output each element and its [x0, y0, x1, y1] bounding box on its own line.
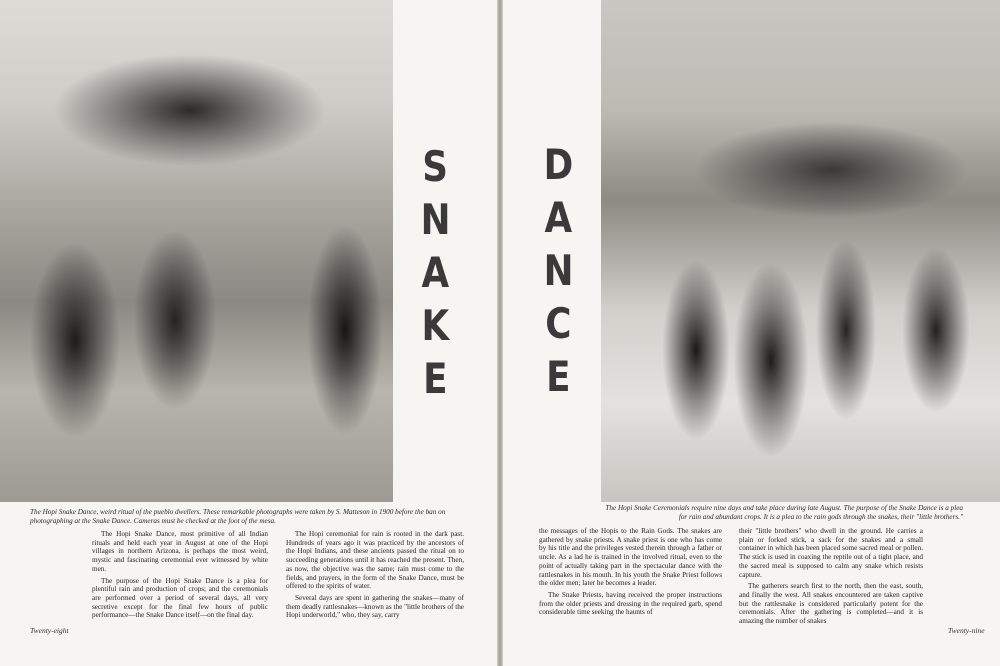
page-number-left: Twenty-eight — [30, 626, 69, 635]
title-letter: K — [421, 301, 450, 350]
right-page — [503, 0, 1000, 666]
photo-caption-right: The Hopi Snake Ceremonials require nine days and take place during late August. The purpose of the Snake Dance is a plea for rain and abundant crops. It is a plea to the rain gods through the snakes, their "little brothers." — [605, 504, 963, 521]
paragraph: their "little brothers" who dwell in the ground. He carries a plain or forked stick, a sack for the snakes and a small container in which has been placed some sacred meal or pollen. The stick is used in coaxing the reptile out of a tight place, and the sacred meal is supposed to calm any snake which resists capture. — [739, 527, 923, 579]
left-page — [0, 0, 497, 666]
title-letter: S — [422, 142, 449, 191]
body-column-3 — [539, 527, 722, 620]
title-letter: E — [423, 354, 448, 403]
title-letter: N — [420, 195, 451, 244]
title-snake — [418, 140, 453, 405]
body-column-4 — [739, 527, 923, 629]
paragraph: The purpose of the Hopi Snake Dance is a plea for plentiful rain and production of crops; and the ceremonials are performed over a period of several days, all very secretive except for the final few hours of public performance—the Snake Dance itself—on the final day. — [92, 576, 268, 620]
body-column-2 — [286, 530, 464, 623]
title-letter: N — [543, 246, 574, 295]
paragraph: Several days are spent in gathering the snakes—many of them deadly rattlesnakes—known as the "little brothers of the Hopi underworld," who, they say, carry — [286, 593, 464, 620]
photo-caption-left: The Hopi Snake Dance, weird ritual of the pueblo dwellers. These remarkable photographs were taken by S. Matteson in 1900 before the ban on photographing at the Snake Dance. Cameras must be checked at the foot of the mesa. — [30, 508, 446, 525]
title-dance — [541, 138, 576, 403]
title-letter: E — [546, 352, 571, 401]
title-letter: C — [545, 299, 572, 348]
body-column-1 — [92, 530, 268, 623]
snake-dance-photo-left — [0, 0, 393, 502]
paragraph: The Hopi ceremonial for rain is rooted in the dark past. Hundreds of years ago it was practiced by the ancestors of the Hopi Indians, and these ancients passed the ritual on to succeeding generations until it has reached the present. Then, as now, the objective was the same; rain must come to the fields, and prayers, in the form of the Snake Dance, must be offered to the spirits of water. — [286, 530, 464, 591]
page-number-right: Twenty-nine — [948, 626, 985, 635]
paragraph: The Hopi Snake Dance, most primitive of all Indian rituals and held each year in August at one of the Hopi villages in northern Arizona, is perhaps the most weird, mystic and fascinating ceremonial ever witnessed by white men. — [92, 530, 268, 573]
title-letter: A — [544, 193, 573, 242]
title-letter: D — [543, 140, 574, 189]
title-letter: A — [421, 248, 450, 297]
paragraph: The Snake Priests, having received the proper instructions from the older priests and dressing in the required garb, spend considerable time seeking the haunts of — [539, 590, 722, 617]
paragraph: The gatherers search first to the north, then the east, south, and finally the west. All snakes encountered are taken captive but the rattlesnake is considered particularly potent for the ceremonials. After the gathering is completed—and it is amazing the number of snakes — [739, 582, 923, 626]
snake-dance-photo-right — [601, 0, 1000, 502]
paragraph: the messages of the Hopis to the Rain Gods. The snakes are gathered by snake priests. A snake priest is one who has come by his title and the privileges vested therein through a father or uncle. As a lad he is trained in the involved ritual, even to the point of actually taking part in the spectacular dance with the rattlesnakes in his mouth. In his youth the Snake Priest follows the older men; later he becomes a leader. — [539, 527, 722, 588]
